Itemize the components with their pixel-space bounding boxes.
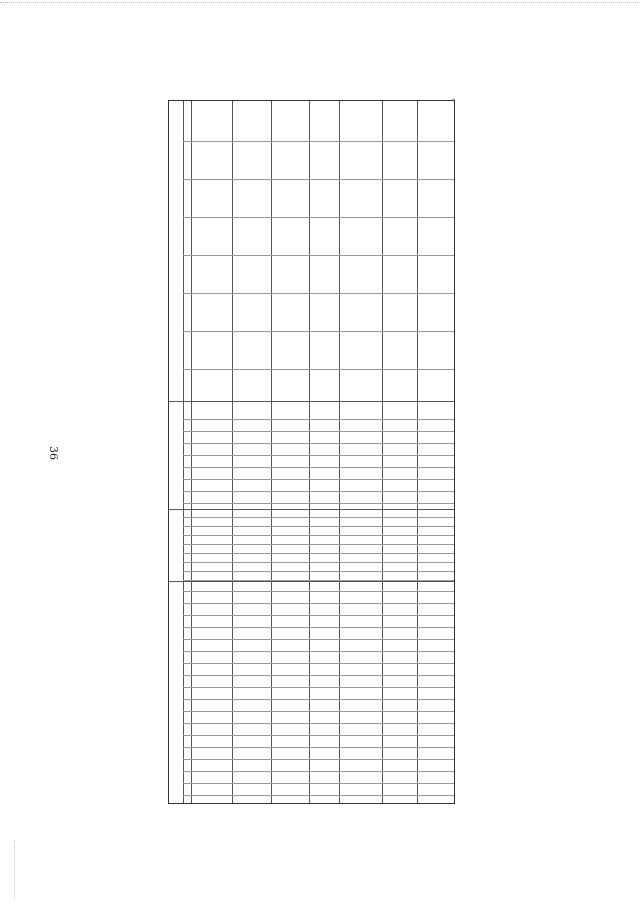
grid-line: [183, 217, 454, 218]
grid-line: [183, 369, 454, 370]
top-dotted-rule: [0, 2, 640, 3]
grid-line: [183, 571, 454, 572]
left-margin-marks: [14, 840, 15, 900]
grid-line: [183, 591, 454, 592]
grid-line: [183, 431, 454, 432]
corner-mark: *: [452, 98, 455, 105]
grid-line: [183, 783, 454, 784]
grid-line: [183, 491, 454, 492]
grid-line: [183, 675, 454, 676]
page-number: 36: [47, 446, 60, 460]
grid-line: [183, 179, 454, 180]
grid-line: [183, 639, 454, 640]
header-body-divider: [169, 401, 454, 402]
grid-line: [183, 603, 454, 604]
grid-line: [183, 735, 454, 736]
grid-line: [183, 443, 454, 444]
budget-class-divider: [169, 509, 454, 510]
grid-line: [183, 544, 454, 545]
grid-line: [183, 723, 454, 724]
grid-line: [183, 771, 454, 772]
grid-line: [183, 479, 454, 480]
grid-line: [183, 293, 454, 294]
grid-line: [183, 687, 454, 688]
grid-line: [183, 795, 454, 796]
grid-line: [183, 141, 454, 142]
grid-line: [183, 711, 454, 712]
grid-line: [183, 535, 454, 536]
grid-line: [183, 562, 454, 563]
grid-line: [183, 517, 454, 518]
grid-line: [183, 747, 454, 748]
grid-line: [183, 627, 454, 628]
grid-line: [183, 467, 454, 468]
grid-line: [183, 455, 454, 456]
grid-line: [183, 419, 454, 420]
grid-line: [183, 255, 454, 256]
grid-line: [183, 331, 454, 332]
grid-line: [183, 580, 454, 581]
grid-line: [183, 615, 454, 616]
grid-line: [183, 553, 454, 554]
grid-line: [183, 526, 454, 527]
grid-line: [183, 759, 454, 760]
grid-line: [183, 503, 454, 504]
grid-line: [183, 663, 454, 664]
rotated-target-indicators-table: [168, 100, 455, 804]
grid-line: [183, 651, 454, 652]
grid-line: [183, 699, 454, 700]
analytic-divider: [169, 581, 454, 582]
